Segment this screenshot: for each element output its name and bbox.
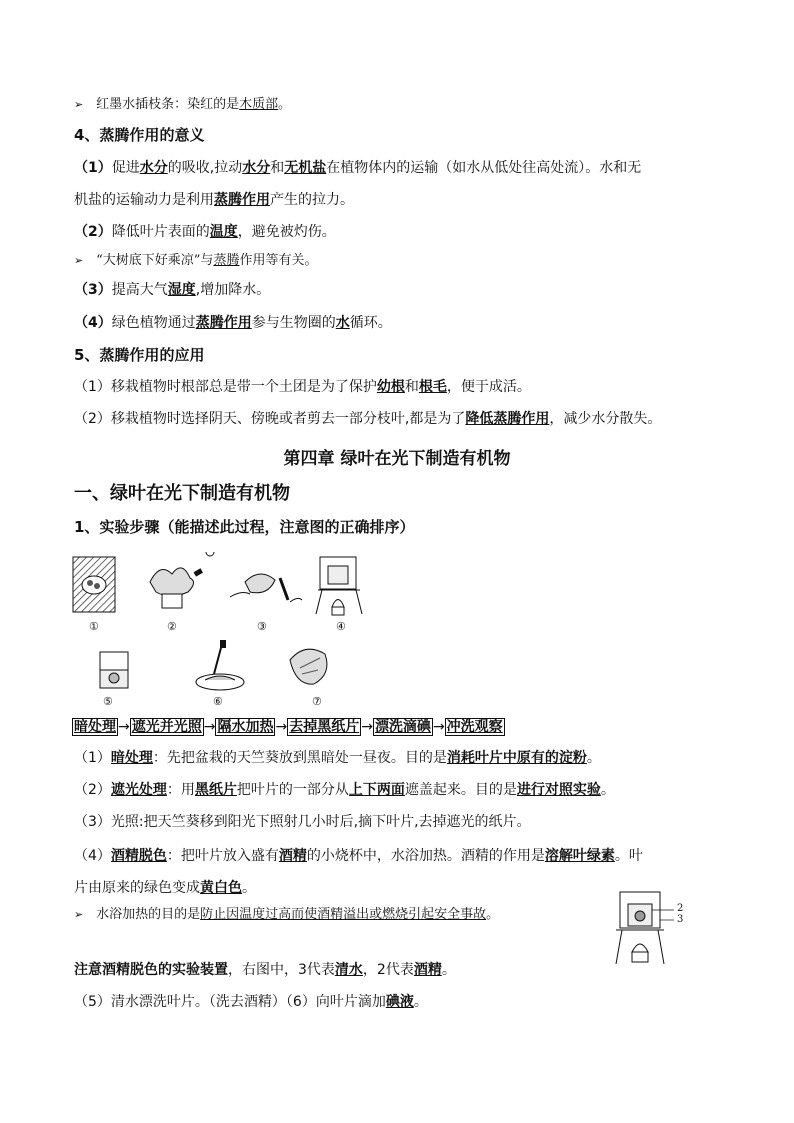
experiment-figures-row1 <box>70 552 370 632</box>
application-1: （1）移栽植物时根部总是带一个土团是为了保护幼根和根毛，便于成活。 <box>74 379 531 395</box>
figure-label: ③ <box>257 620 267 633</box>
figure-label: ⑤ <box>103 695 113 708</box>
paragraph-1: （1）促进水分的吸收,拉动水分和无机盐在植物体内的运输（如水从低处往高处流）。水和无 <box>74 160 642 176</box>
iodine-dropper-icon <box>196 640 244 690</box>
flow-step: 遮光并光照 <box>131 719 202 735</box>
leaf-result-icon <box>290 649 327 684</box>
figure-label: ② <box>167 620 177 633</box>
flow-step: 隔水加热 <box>217 719 274 735</box>
dark-treatment-icon <box>73 557 115 612</box>
note-water-bath: ➢ 水浴加热的目的是防止因温度过高而使酒精溢出或燃烧引起安全事故。 <box>74 907 500 922</box>
section-4-title: 4、蒸腾作用的意义 <box>74 126 205 144</box>
beaker-rinse-icon <box>100 652 128 688</box>
arrow-icon: → <box>432 719 445 735</box>
arrow-icon: → <box>361 719 373 735</box>
apparatus-note: 注意酒精脱色的实验装置，右图中，3代表清水，2代表酒精。 <box>74 962 456 978</box>
paragraph-1-cont: 机盐的运输动力是利用蒸腾作用产生的拉力。 <box>74 192 354 208</box>
paragraph-3: （3）提高大气湿度,增加降水。 <box>74 282 271 298</box>
arrow-bullet-icon: ➢ <box>74 908 84 921</box>
section-1-title: 1、实验步骤（能描述此过程，注意图的正确排序） <box>74 518 415 536</box>
note-big-tree: ➢ “大树底下好乘凉”与蒸腾作用等有关。 <box>74 253 318 268</box>
step-2: （2）遮光处理：用黑纸片把叶片的一部分从上下两面遮盖起来。目的是进行对照实验。 <box>74 782 615 798</box>
step-5-6: （5）清水漂洗叶片。（洗去酒精）（6）向叶片滴加碘液。 <box>74 994 428 1010</box>
arrow-bullet-icon: ➢ <box>74 254 84 267</box>
remove-paper-icon <box>230 574 302 602</box>
paragraph-4: （4）绿色植物通过蒸腾作用参与生物圈的水循环。 <box>74 315 392 331</box>
apparatus-diagram <box>612 888 682 972</box>
experiment-figures-row2 <box>90 640 350 700</box>
arrow-icon: → <box>203 719 216 735</box>
arrow-icon: → <box>275 719 288 735</box>
paragraph-2: （2）降低叶片表面的温度，避免被灼伤。 <box>74 224 336 240</box>
flow-step: 冲洗观察 <box>446 719 503 735</box>
step-3: （3）光照:把天竺葵移到阳光下照射几小时后,摘下叶片,去掉遮光的纸片。 <box>74 814 531 830</box>
plant-sunlight-icon <box>150 552 214 608</box>
step-4: （4）酒精脱色：把叶片放入盛有酒精的小烧杯中，水浴加热。酒精的作用是溶解叶绿素。叶 <box>74 848 643 864</box>
arrow-bullet-icon: ➢ <box>74 98 84 111</box>
heading-1: 一、绿叶在光下制造有机物 <box>74 483 290 504</box>
water-bath-icon <box>316 557 362 615</box>
note-red-ink: ➢ 红墨水插枝条：染红的是木质部。 <box>74 97 292 112</box>
experiment-flow <box>72 717 505 737</box>
figure-label: ① <box>89 620 99 633</box>
figure-label: ⑥ <box>213 695 223 708</box>
arrow-icon: → <box>118 719 130 735</box>
figure-label: ④ <box>336 620 346 633</box>
flow-step: 漂洗滴碘 <box>374 719 431 735</box>
chapter-title: 第四章 绿叶在光下制造有机物 <box>283 449 511 469</box>
section-5-title: 5、蒸腾作用的应用 <box>74 346 205 364</box>
apparatus-label-2: 2 <box>677 903 684 914</box>
figure-label: ⑦ <box>312 695 322 708</box>
application-2: （2）移栽植物时选择阴天、傍晚或者剪去一部分枝叶,都是为了降低蒸腾作用，减少水分散失。 <box>74 411 662 427</box>
apparatus-label-3: 3 <box>677 914 684 925</box>
step-4-cont: 片由原来的绿色变成黄白色。 <box>74 880 256 896</box>
step-1: （1）暗处理：先把盆栽的天竺葵放到黑暗处一昼夜。目的是消耗叶片中原有的淀粉。 <box>74 750 601 766</box>
flow-step: 暗处理 <box>74 719 116 735</box>
flow-step: 去掉黑纸片 <box>289 719 360 735</box>
